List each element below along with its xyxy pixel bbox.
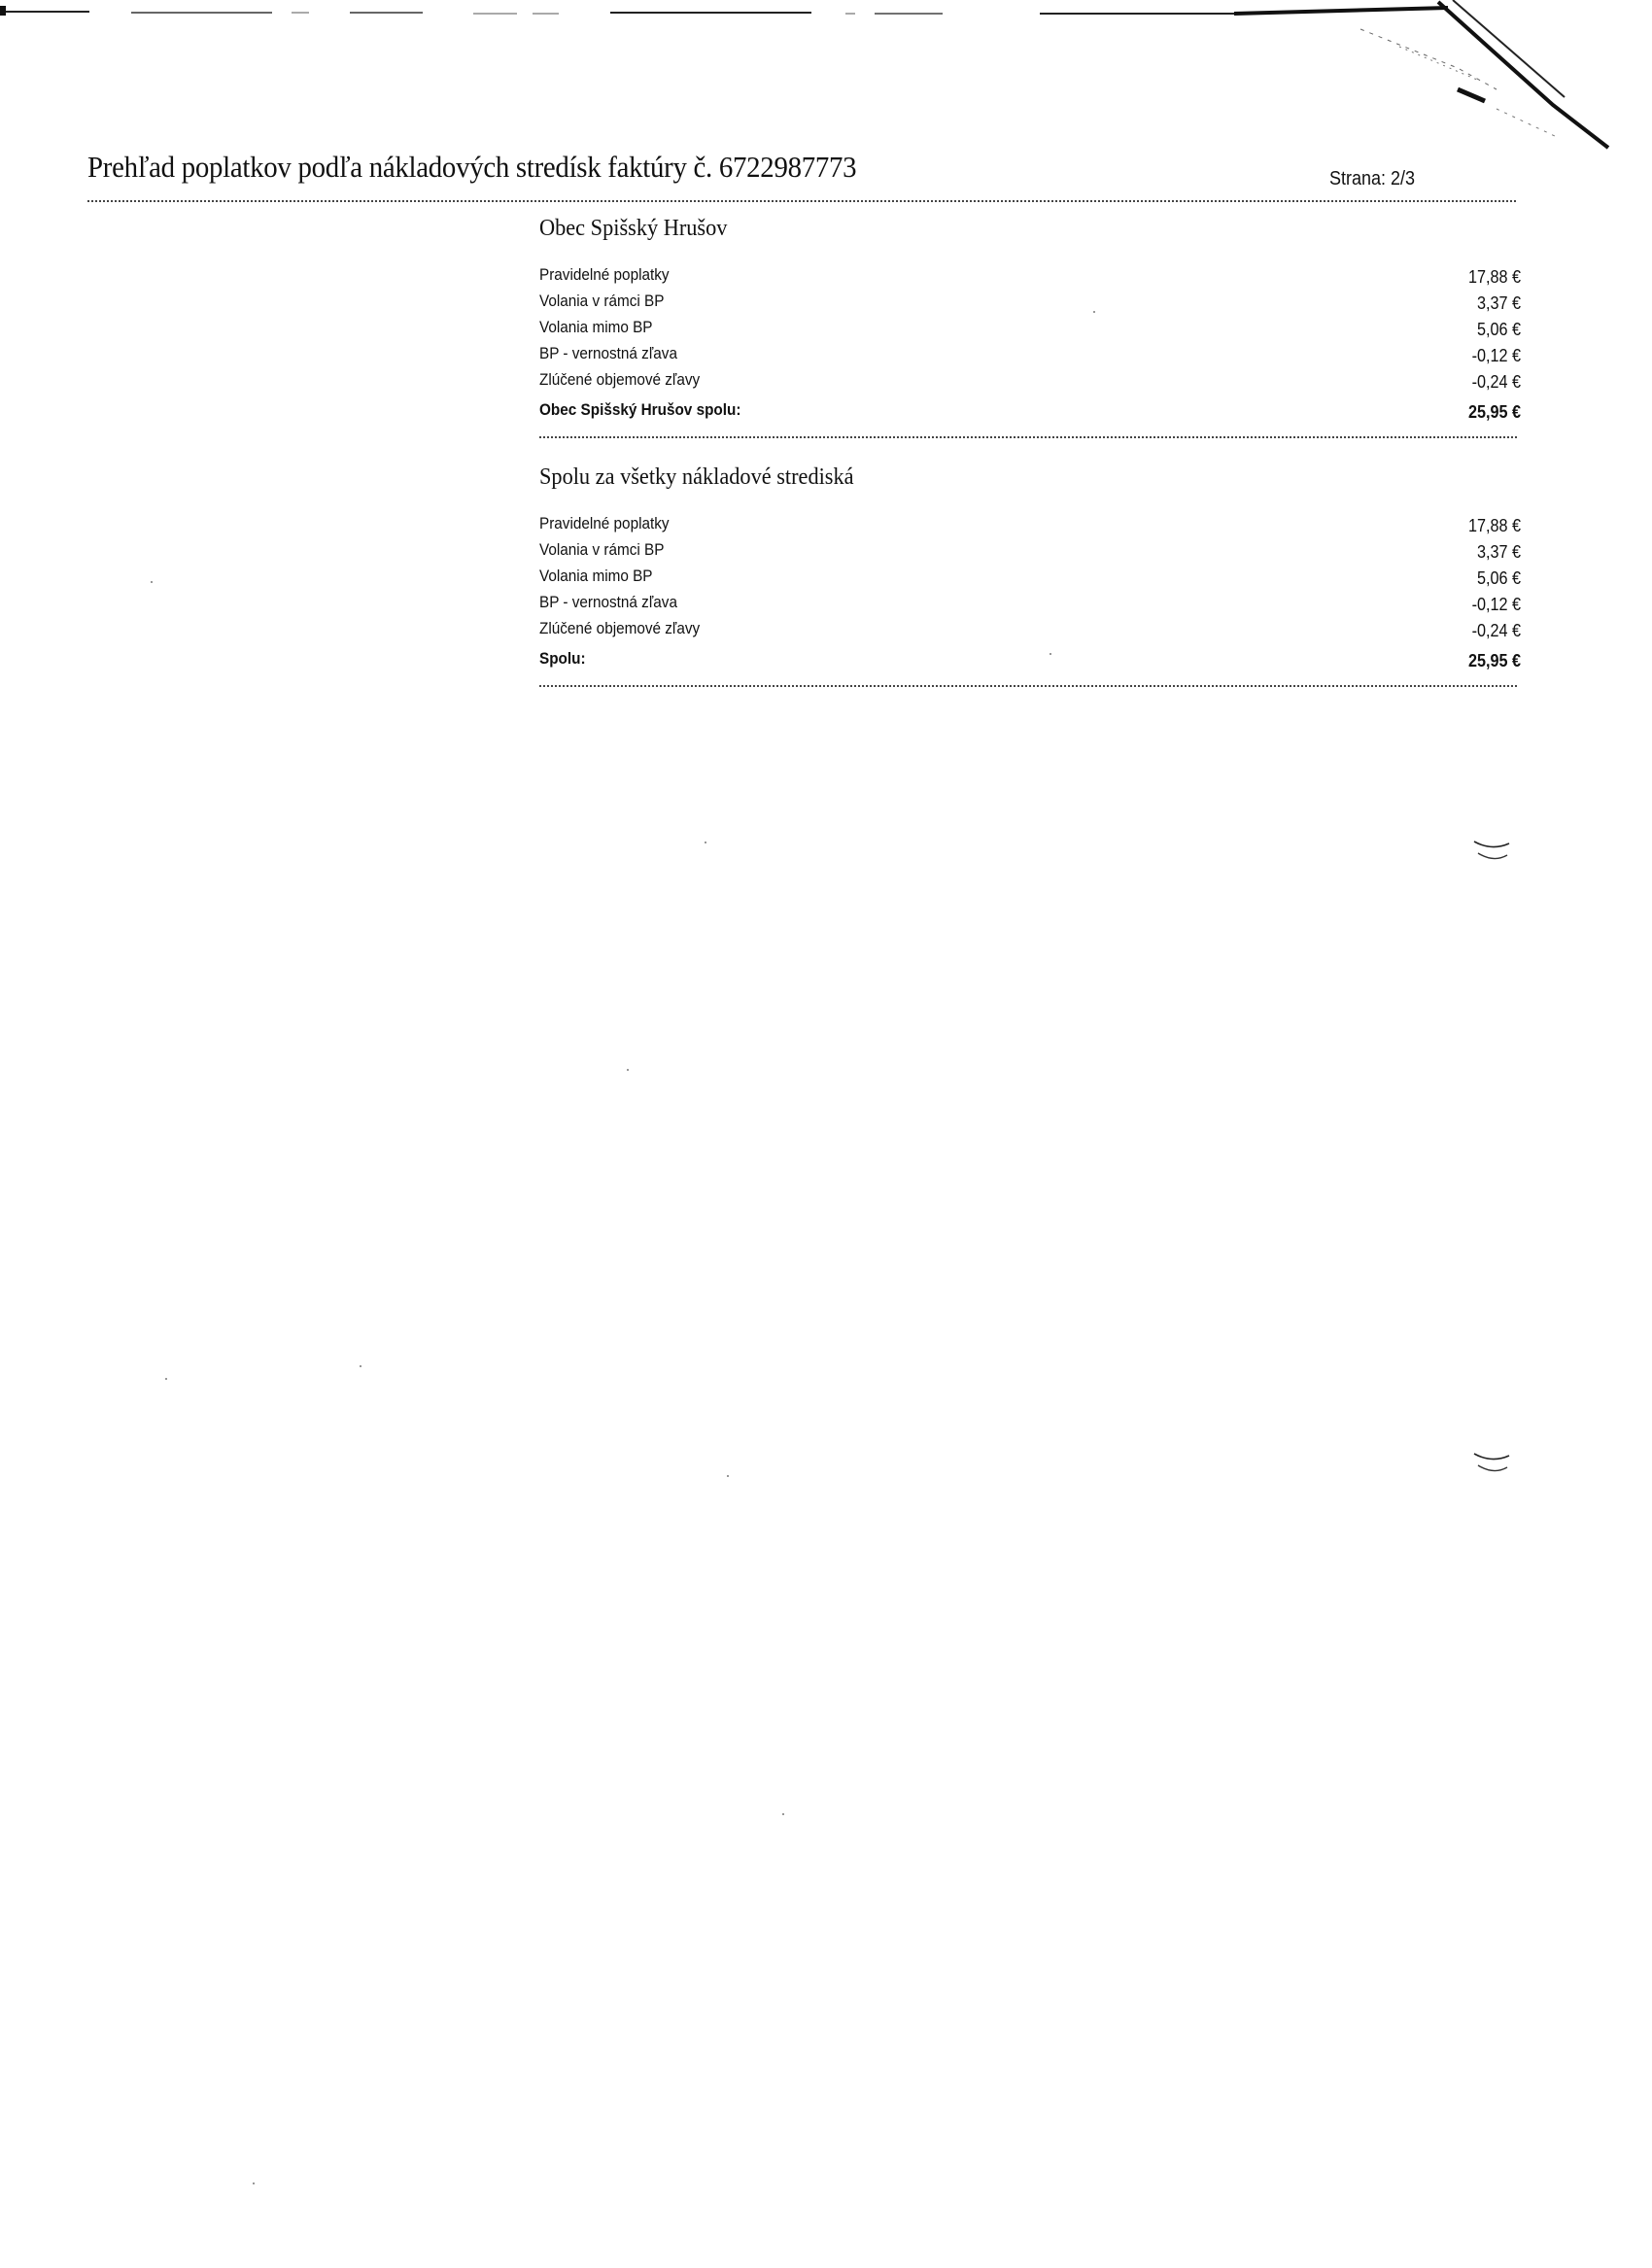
charge-amount: 17,88 €	[1467, 516, 1521, 535]
grand-total-label: Spolu:	[539, 649, 586, 668]
section-total-row	[539, 400, 1521, 427]
section-divider	[539, 685, 1517, 687]
charge-label: Volania mimo BP	[539, 567, 653, 585]
charge-label: Volania v rámci BP	[539, 292, 665, 310]
charge-row	[539, 514, 1521, 540]
section-total-amount: 25,95 €	[1467, 402, 1521, 422]
charge-label: Pravidelné poplatky	[539, 514, 670, 533]
charge-row	[539, 619, 1521, 645]
charge-label: Zlúčené objemové zľavy	[539, 619, 701, 637]
page-title: Prehľad poplatkov podľa nákladových stredísk faktúry č. 6722987773	[87, 150, 857, 184]
grand-total-title: Spolu za všetky nákladové strediská	[539, 464, 854, 490]
scan-speck	[705, 842, 706, 843]
page-number: Strana: 2/3	[1329, 168, 1416, 189]
header-divider	[87, 200, 1516, 202]
section-divider	[539, 436, 1517, 438]
scan-speck	[1050, 653, 1051, 655]
charge-amount: -0,24 €	[1471, 372, 1521, 392]
cost-center-title: Obec Spišský Hrušov	[539, 216, 728, 241]
charge-amount: 3,37 €	[1476, 542, 1521, 562]
cost-center-section	[539, 216, 1521, 438]
scan-speck	[782, 1813, 784, 1815]
scan-speck	[151, 581, 153, 583]
charge-amount: 3,37 €	[1476, 293, 1521, 313]
charge-amount: -0,12 €	[1471, 595, 1521, 614]
charge-amount: 17,88 €	[1467, 267, 1521, 287]
scan-speck	[253, 2182, 255, 2184]
scan-speck	[360, 1365, 361, 1367]
scan-speck	[1093, 311, 1095, 313]
charge-label: Volania mimo BP	[539, 318, 653, 336]
scan-speck	[165, 1378, 167, 1380]
charge-row	[539, 370, 1521, 396]
charge-label: BP - vernostná zľava	[539, 344, 677, 362]
charge-row	[539, 265, 1521, 292]
grand-total-row	[539, 649, 1521, 675]
charge-row	[539, 567, 1521, 593]
section-total-label: Obec Spišský Hrušov spolu:	[539, 400, 741, 419]
charge-row	[539, 318, 1521, 344]
grand-total-amount: 25,95 €	[1467, 651, 1521, 670]
fold-mark-icon	[1472, 838, 1511, 867]
charge-row	[539, 344, 1521, 370]
charge-row	[539, 292, 1521, 318]
scan-speck	[627, 1069, 629, 1071]
charge-row	[539, 540, 1521, 567]
charge-label: Zlúčené objemové zľavy	[539, 370, 701, 389]
charge-amount: -0,24 €	[1471, 621, 1521, 640]
charge-amount: -0,12 €	[1471, 346, 1521, 365]
charge-amount: 5,06 €	[1476, 320, 1521, 339]
charge-label: Pravidelné poplatky	[539, 265, 670, 284]
charge-row	[539, 593, 1521, 619]
charge-label: BP - vernostná zľava	[539, 593, 677, 611]
scan-edge-marks	[0, 0, 1652, 155]
grand-total-section	[539, 464, 1521, 687]
charge-amount: 5,06 €	[1476, 568, 1521, 588]
fold-mark-icon	[1472, 1450, 1511, 1479]
scan-speck	[727, 1475, 729, 1477]
charge-label: Volania v rámci BP	[539, 540, 665, 559]
